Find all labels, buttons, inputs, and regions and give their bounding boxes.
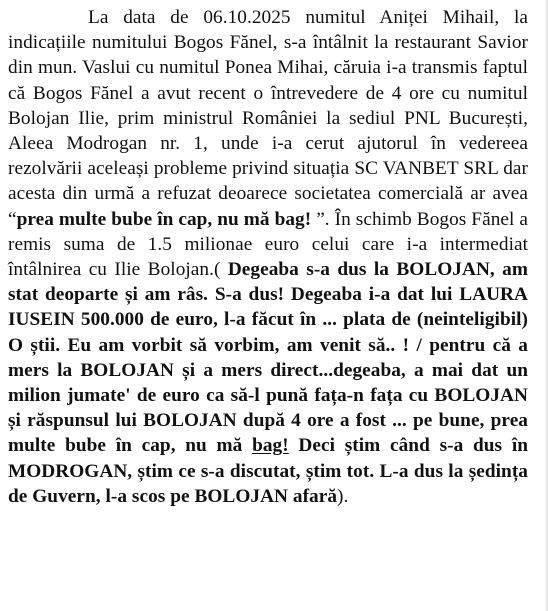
text-middle: ”. În schimb Bogos Fănel a remis suma de 1.5 milionae euro celui care i-a intermediat întâlnirea cu Ilie Bolojan.( [8,208,528,281]
transcript-paragraph [8,5,528,509]
bold-quote: prea multe bube în cap, nu mă bag! [16,208,312,230]
bold-underlined-word: bag! [252,435,289,457]
document-page [8,5,528,509]
text-intro: La data de 06.10.2025 numitul Aniței Mihail, la indicațiile numitului Bogos Fănel, s-a întâlnit la restaurant Savior din mun. Vaslui cu numitul Ponea Mihai, căruia i-a transmis faptul că Bogos Fănel a avut recent o întrevedere de 4 ore cu numitul Bolojan Ilie, prim ministrul României la sediul PNL București, Aleea Modrogan nr. 1, unde i-a cerut ajutorul în vedereea rezolvării aceleași probleme privind situația SC VANBET SRL dar acesta din urmă a refuzat deoarece societatea comercială ar avea “ [8,7,528,230]
text-closing: ). [337,485,349,507]
bold-transcript-end: Deci știm când s-a dus în MODROGAN, știm ce s-a discutat, știm tot. L-a dus la ședința de Guvern, l-a scos pe BOLOJAN afară [8,435,528,507]
bold-transcript: Degeaba s-a dus la BOLOJAN, am stat deoparte și am râs. S-a dus! Degeaba i-a dat lui LAURA IUSEIN 500.000 de euro, l-a făcut în ... plata de (neinteligibil) O știi. Eu am vorbit să vorbim, am venit să.. ! / pentru că a mers la BOLOJAN și a mers direct...degeaba, a mai dat un milion jumate' de euro ca să-l pună fața-n fața cu BOLOJAN și răspunsul lui BOLOJAN după 4 ore a fost ... pe bune, prea multe bube în cap, nu mă [8,259,528,457]
